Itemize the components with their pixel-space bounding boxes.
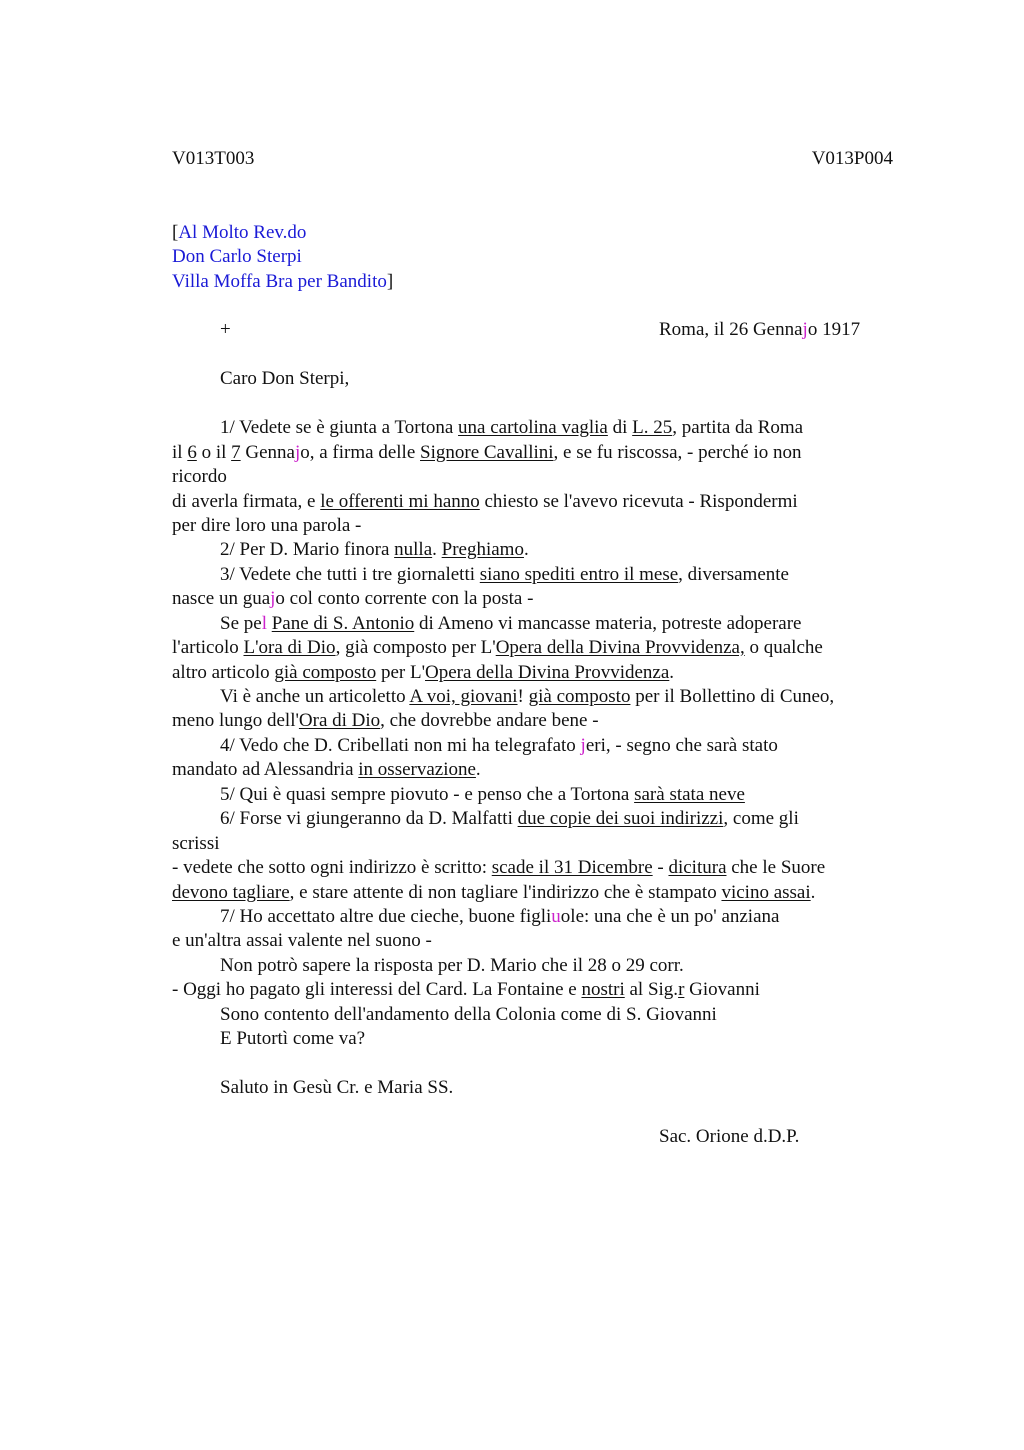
body-line: Vi è anche un articoletto A voi, giovani! già composto per il Bollettino di Cuneo, [220, 686, 835, 707]
salutation: Caro Don Sterpi, [220, 368, 350, 389]
body-line: l'articolo L'ora di Dio, già composto per L'Opera della Divina Provvidenza, o qualche [172, 637, 823, 658]
body-line: meno lungo dell'Ora di Dio, che dovrebbe andare bene - [172, 710, 599, 731]
body-line: Sono contento dell'andamento della Colonia come di S. Giovanni [220, 1004, 717, 1025]
body-line: 1/ Vedete se è giunta a Tortona una cartolina vaglia di L. 25, partita da Roma [220, 417, 804, 438]
cross-symbol: + [220, 319, 231, 340]
document-code-left: V013T003 [172, 148, 255, 169]
body-line: per dire loro una parola - [172, 515, 362, 536]
body-line: 7/ Ho accettato altre due cieche, buone figliuole: una che è un po' anziana [220, 906, 780, 927]
address-line-3: Villa Moffa Bra per Bandito] [172, 271, 394, 292]
document-code-right: V013P004 [811, 148, 893, 169]
body-line: - vedete che sotto ogni indirizzo è scritto: scade il 31 Dicembre - dicitura che le Suore [172, 857, 826, 878]
body-line: 4/ Vedo che D. Cribellati non mi ha telegrafato jeri, - segno che sarà stato [220, 735, 778, 756]
body-line: E Putortì come va? [220, 1028, 366, 1049]
body-line: 5/ Qui è quasi sempre piovuto - e penso che a Tortona sarà stata neve [220, 784, 745, 805]
body-line: Non potrò sapere la risposta per D. Mario che il 28 o 29 corr. [220, 955, 684, 976]
body-line: il 6 o il 7 Gennajo, a firma delle Signore Cavallini, e se fu riscossa, - perché io non [172, 442, 802, 463]
body-line: 3/ Vedete che tutti i tre giornaletti siano spediti entro il mese, diversamente [220, 564, 789, 585]
address-line-1: [Al Molto Rev.do [172, 222, 307, 243]
body-line: - Oggi ho pagato gli interessi del Card. La Fontaine e nostri al Sig.r Giovanni [172, 979, 760, 1000]
body-line: scrissi [172, 833, 220, 854]
body-line: Se pel Pane di S. Antonio di Ameno vi mancasse materia, potreste adoperare [220, 613, 802, 634]
body-line: nasce un guajo col conto corrente con la posta - [172, 588, 534, 609]
body-line: 6/ Forse vi giungeranno da D. Malfatti due copie dei suoi indirizzi, come gli [220, 808, 799, 829]
closing-greeting: Saluto in Gesù Cr. e Maria SS. [220, 1077, 454, 1098]
body-line: ricordo [172, 466, 227, 487]
body-line: e un'altra assai valente nel suono - [172, 930, 432, 951]
body-line: di averla firmata, e le offerenti mi hanno chiesto se l'avevo ricevuta - Rispondermi [172, 491, 798, 512]
body-line: devono tagliare, e stare attente di non tagliare l'indirizzo che è stampato vicino assai. [172, 882, 816, 903]
body-line: mandato ad Alessandria in osservazione. [172, 759, 481, 780]
address-line-2: Don Carlo Sterpi [172, 246, 302, 267]
body-line: altro articolo già composto per L'Opera della Divina Provvidenza. [172, 662, 675, 683]
body-line: 2/ Per D. Mario finora nulla. Preghiamo. [220, 539, 529, 560]
letter-date: Roma, il 26 Gennajo 1917 [659, 319, 861, 340]
signature: Sac. Orione d.D.P. [659, 1126, 800, 1147]
